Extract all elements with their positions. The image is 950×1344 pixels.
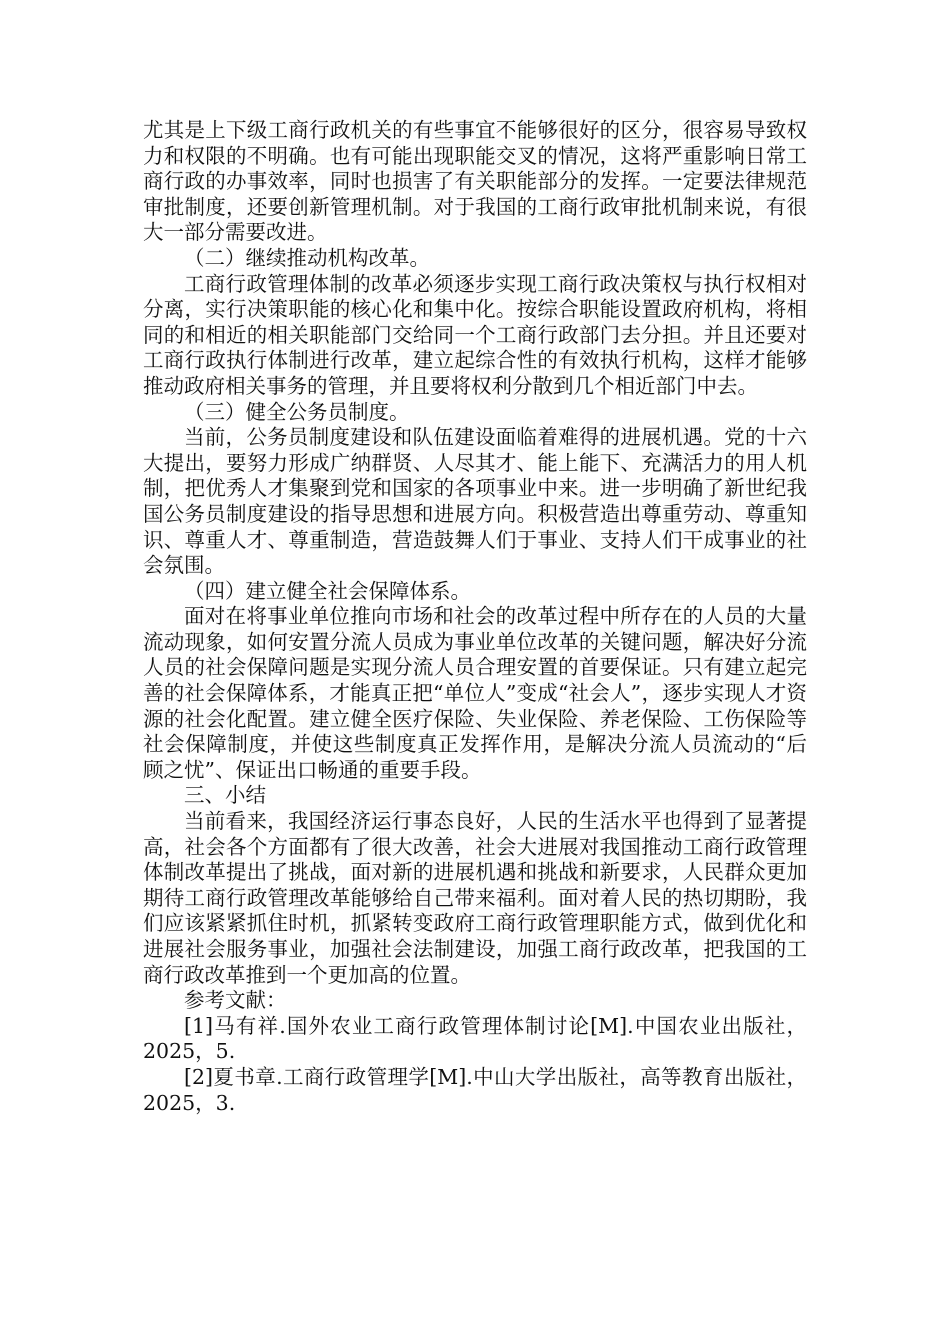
heading-civil-service: （三）健全公务员制度。 bbox=[184, 399, 410, 424]
paragraph-summary: 当前看来，我国经济运行事态良好，人民的生活水平也得到了显著提高，社会各个方面都有了很大改善，社会大进展对我国推动工商行政管理体制改革提出了挑战，面对新的进展机遇和挑战和新要求，人民群众更加期待工商行政管理改革能够给自己带来福利。面对着人民的热切期盼，我们应该紧紧抓住时机，抓紧转变政府工商行政管理职能方式，做到优化和进展社会服务事业，加强社会法制建设，加强工商行政改革，把我国的工商行政改革推到一个更加高的位置。 bbox=[143, 809, 807, 987]
paragraph-institutional-reform: 工商行政管理体制的改革必须逐步实现工商行政决策权与执行权相对分离，实行决策职能的核心化和集中化。按综合职能设置政府机构，将相同的和相近的相关职能部门交给同一个工商行政部门去分担。并且还要对工商行政执行体制进行改革，建立起综合性的有效执行机构，这样才能够推动政府相关事务的管理，并且要将权利分散到几个相近部门中去。 bbox=[143, 271, 807, 398]
heading-social-security: （四）建立健全社会保障体系。 bbox=[184, 578, 471, 603]
paragraph-approval-mechanism: 尤其是上下级工商行政机关的有些事宜不能够很好的区分，很容易导致权力和权限的不明确。也有可能出现职能交叉的情况，这将严重影响日常工商行政的办事效率，同时也损害了有关职能部分的发挥。一定要法律规范审批制度，还要创新管理机制。对于我国的工商行政审批机制来说，有很大一部分需要改进。 bbox=[143, 118, 807, 245]
paragraph-social-security: 面对在将事业单位推向市场和社会的改革过程中所存在的人员的大量流动现象，如何安置分流人员成为事业单位改革的关键问题，解决好分流人员的社会保障问题是实现分流人员合理安置的首要保证。只有建立起完善的社会保障体系，才能真正把“单位人”变成“社会人”，逐步实现人才资源的社会化配置。建立健全医疗保险、失业保险、养老保险、工伤保险等社会保障制度，并使这些制度真正发挥作用，是解决分流人员流动的“后顾之忧”、保证出口畅通的重要手段。 bbox=[143, 604, 807, 782]
heading-institutional-reform: （二）继续推动机构改革。 bbox=[184, 245, 430, 270]
document-body bbox=[143, 118, 807, 1116]
heading-references: 参考文献： bbox=[184, 988, 287, 1013]
reference-item-1: [1]马有祥.国外农业工商行政管理体制讨论[M].中国农业出版社，2025，5. bbox=[143, 1013, 807, 1064]
heading-summary: 三、小结 bbox=[184, 783, 266, 808]
paragraph-civil-service: 当前，公务员制度建设和队伍建设面临着难得的进展机遇。党的十六大提出，要努力形成广纳群贤、人尽其才、能上能下、充满活力的用人机制，把优秀人才集聚到党和国家的各项事业中来。进一步明确了新世纪我国公务员制度建设的指导思想和进展方向。积极营造出尊重劳动、尊重知识、尊重人才、尊重制造，营造鼓舞人们于事业、支持人们干成事业的社会氛围。 bbox=[143, 425, 807, 578]
reference-item-2: [2]夏书章.工商行政管理学[M].中山大学出版社，高等教育出版社，2025，3. bbox=[143, 1064, 807, 1115]
